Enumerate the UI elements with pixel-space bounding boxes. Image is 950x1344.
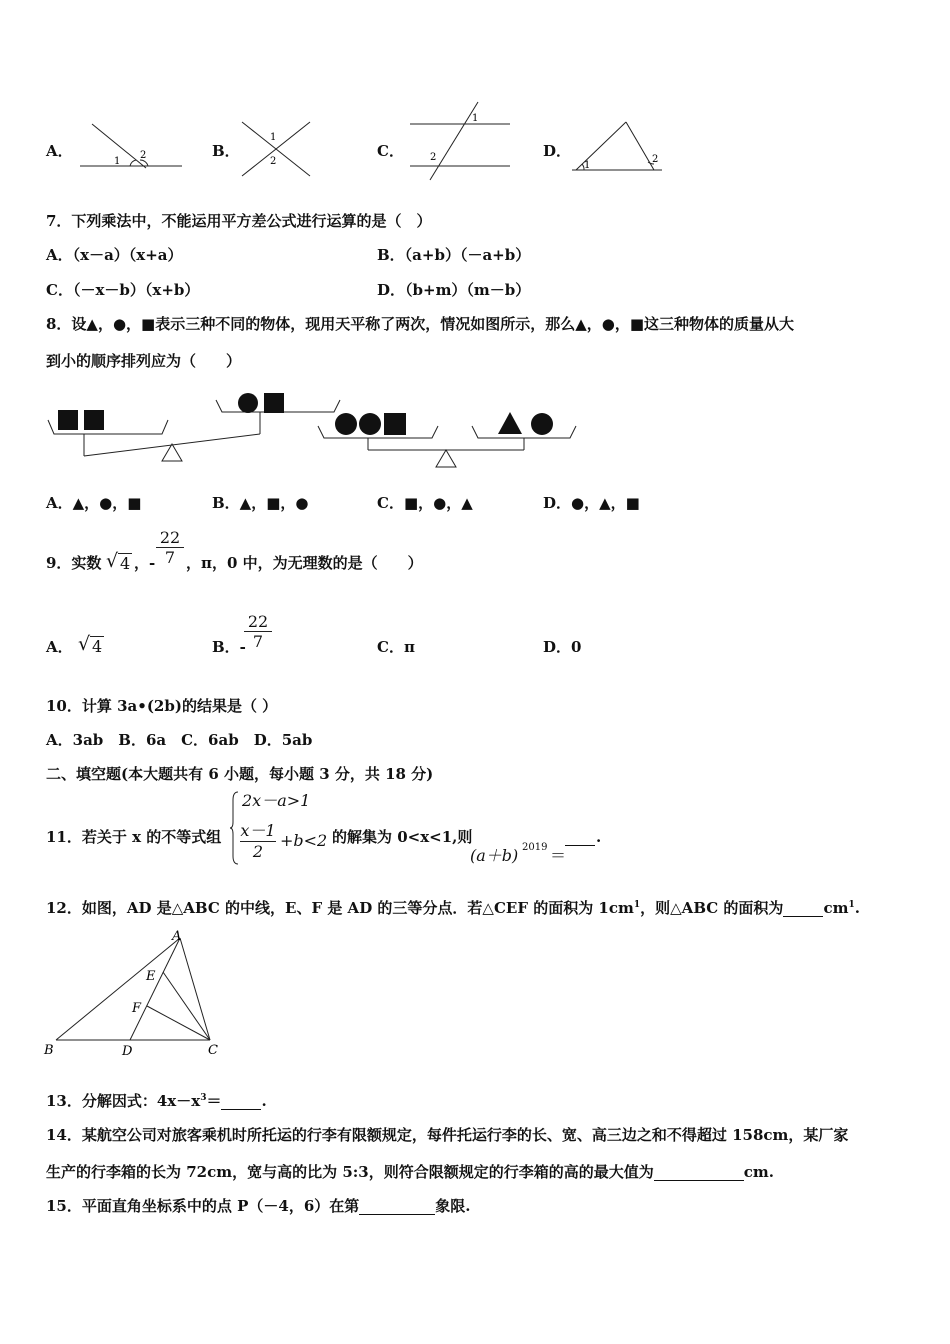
q14-stem-line2-text: 生产的行李箱的长为 72cm，宽与高的比为 5:3，则符合限额规定的行李箱的高的最大值为 bbox=[46, 1163, 654, 1181]
q10-options: A．3ab B．6a C．6ab D．5ab bbox=[46, 731, 313, 749]
q7-stem: 7．下列乘法中，不能运用平方差公式进行运算的是（ ） bbox=[46, 212, 432, 230]
q6-option-c-label: C． bbox=[377, 142, 404, 160]
q6-option-a-label: A． bbox=[46, 142, 73, 160]
circle-shape bbox=[531, 413, 553, 435]
q6b-label-1: 1 bbox=[270, 132, 277, 143]
q12-period: . bbox=[854, 899, 860, 917]
q11-frac-den: 2 bbox=[252, 842, 264, 861]
q7-option-c: C．（－x－b）（x+b） bbox=[46, 281, 200, 299]
q11-inequality-1: 2x－a>1 bbox=[242, 791, 311, 810]
q11-answer-blank[interactable] bbox=[565, 831, 595, 846]
q13-stem bbox=[46, 1092, 267, 1110]
q9-stem-prefix: 9．实数 bbox=[46, 554, 102, 572]
q12-stem-part-a: 12．如图，AD 是△ABC 的中线，E、F 是 AD 的三等分点．若△CEF 的面积为 1cm bbox=[46, 899, 634, 917]
square-shape bbox=[384, 413, 406, 435]
square-shape bbox=[264, 393, 284, 413]
q12-triangle-figure bbox=[42, 926, 232, 1060]
q12-label-f: F bbox=[132, 1001, 142, 1016]
q6d-label-1: 1 bbox=[584, 160, 591, 171]
q11-fraction bbox=[240, 818, 276, 861]
q9-frac-den: 7 bbox=[164, 548, 176, 567]
q9-option-a-sqrt-sign: √ bbox=[78, 633, 91, 655]
q13-stem-part-a: 13．分解因式：4x－x bbox=[46, 1092, 201, 1110]
q9-stem-suffix: ，π，0 中，为无理数的是（ ） bbox=[186, 554, 423, 572]
q8-option-c: C．■，●，▲ bbox=[377, 494, 473, 512]
q6-figure-b bbox=[238, 118, 318, 180]
q9b-frac-num: 22 bbox=[244, 612, 272, 632]
q13-answer-blank[interactable] bbox=[221, 1095, 261, 1110]
q11-period: . bbox=[596, 828, 602, 846]
balance-figure-left bbox=[44, 390, 304, 466]
q11-expression: (a＋b) bbox=[470, 846, 519, 865]
q14-stem-line2 bbox=[46, 1163, 774, 1181]
q9-option-b-fraction bbox=[244, 612, 272, 651]
triangle-shape bbox=[498, 412, 522, 434]
q11-inequality-2-rest: +b<2 bbox=[280, 831, 328, 850]
q12-label-a: A bbox=[172, 929, 182, 944]
square-shape bbox=[58, 410, 78, 430]
q6d-label-2: 2 bbox=[652, 154, 659, 165]
q11-brace bbox=[230, 790, 240, 866]
q14-stem-line1: 14．某航空公司对旅客乘机时所托运的行李有限额规定，每件托运行李的长、宽、高三边之和不得超过 158cm，某厂家 bbox=[46, 1126, 849, 1144]
q6a-label-1: 1 bbox=[114, 156, 121, 167]
circle-shape bbox=[238, 393, 258, 413]
q9-fraction bbox=[156, 528, 184, 567]
q7-option-d: D．（b+m）（m－b） bbox=[377, 281, 531, 299]
q12-stem-part-b: ，则△ABC 的面积为 bbox=[640, 899, 784, 917]
q14-unit: cm. bbox=[743, 1163, 774, 1181]
q11-equals: ＝ bbox=[550, 846, 567, 865]
q15-stem bbox=[46, 1197, 471, 1215]
q6-figure-c bbox=[408, 100, 518, 182]
q13-stem-part-b: ＝ bbox=[206, 1092, 222, 1110]
q10-stem: 10．计算 3a•(2b)的结果是（ ） bbox=[46, 697, 278, 715]
q11-frac-num: x－1 bbox=[240, 818, 276, 842]
q12-unit: cm bbox=[823, 899, 849, 917]
q14-answer-blank[interactable] bbox=[654, 1166, 744, 1181]
q9-sqrt-radicand: 4 bbox=[120, 554, 131, 573]
q8-option-b: B．▲，■，● bbox=[212, 494, 309, 512]
q6-option-b-label: B． bbox=[212, 142, 240, 160]
q7-option-a: A．（x－a）（x+a） bbox=[46, 246, 183, 264]
q12-sup-2: 1 bbox=[848, 900, 855, 910]
q11-stem-prefix: 11．若关于 x 的不等式组 bbox=[46, 828, 222, 846]
q8-stem-line1: 8．设▲，●，■表示三种不同的物体，现用天平称了两次，情况如图所示，那么▲，●，■这三种物体的质量从大 bbox=[46, 315, 795, 333]
q12-answer-blank[interactable] bbox=[783, 902, 823, 917]
q7-option-b: B．（a+b）（－a+b） bbox=[377, 246, 531, 264]
q9-option-a: A． bbox=[46, 638, 73, 656]
q12-label-e: E bbox=[146, 969, 156, 984]
q15-end: 象限. bbox=[435, 1197, 471, 1215]
q12-label-c: C bbox=[208, 1043, 218, 1058]
q8-option-a: A．▲，●，■ bbox=[46, 494, 142, 512]
q13-sup: 3 bbox=[200, 1093, 207, 1103]
q9-comma-minus: ，- bbox=[134, 554, 156, 572]
q6-option-d-label: D． bbox=[543, 142, 572, 160]
q13-period: . bbox=[261, 1092, 267, 1110]
q9-frac-num: 22 bbox=[156, 528, 184, 548]
balance-figure-right bbox=[314, 402, 584, 472]
q9-sqrt-sign: √ bbox=[106, 550, 119, 572]
q8-stem-line2: 到小的顺序排列应为（ ） bbox=[46, 352, 242, 370]
q11-exponent: 2019 bbox=[522, 842, 548, 853]
q8-option-d: D．●，▲，■ bbox=[543, 494, 640, 512]
q9-option-c: C．π bbox=[377, 638, 415, 656]
q12-stem bbox=[46, 899, 860, 917]
q12-label-d: D bbox=[122, 1044, 133, 1059]
q12-label-b: B bbox=[44, 1043, 54, 1058]
q9-option-d: D．0 bbox=[543, 638, 582, 656]
q15-answer-blank[interactable] bbox=[359, 1200, 435, 1215]
q6c-label-2: 2 bbox=[430, 152, 437, 163]
q12-sup-1: 1 bbox=[633, 900, 641, 910]
circle-shape bbox=[335, 413, 357, 435]
q9b-frac-den: 7 bbox=[252, 632, 264, 651]
section-2-heading: 二、填空题(本大题共有 6 小题，每小题 3 分，共 18 分) bbox=[46, 765, 434, 783]
q15-stem-text: 15．平面直角坐标系中的点 P（－4，6）在第 bbox=[46, 1197, 360, 1215]
q6c-label-1: 1 bbox=[472, 113, 479, 124]
q6b-label-2: 2 bbox=[270, 156, 277, 167]
q6-figure-a bbox=[78, 120, 188, 175]
q9-option-b: B．- bbox=[212, 638, 246, 656]
q6a-label-2: 2 bbox=[140, 150, 147, 161]
q6-figure-d bbox=[570, 118, 670, 176]
circle-shape bbox=[359, 413, 381, 435]
q9-option-a-radicand: 4 bbox=[92, 637, 103, 656]
q11-stem-mid: 的解集为 0<x<1,则 bbox=[332, 828, 473, 846]
square-shape bbox=[84, 410, 104, 430]
